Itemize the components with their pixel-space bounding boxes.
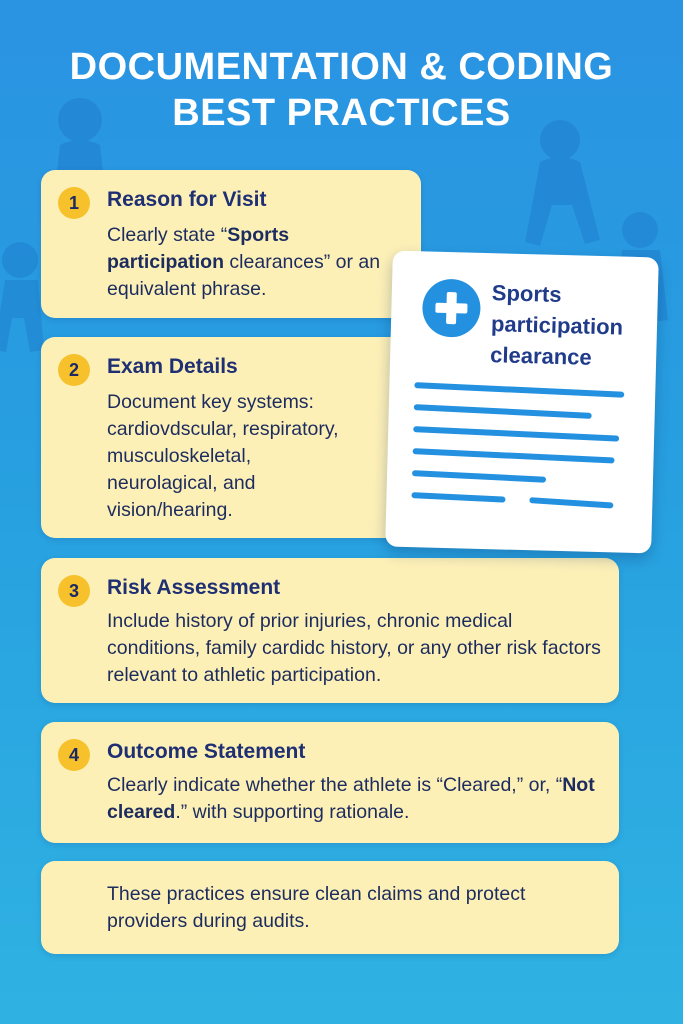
card-body-text: Clearly state “ — [107, 224, 228, 246]
summary-note-card — [41, 861, 619, 954]
card-heading: Outcome Statement — [107, 740, 306, 763]
practice-card-risk-assessment — [41, 558, 619, 703]
step-number-badge: 2 — [58, 354, 90, 386]
card-body — [107, 222, 407, 303]
card-heading: Reason for Visit — [107, 188, 267, 211]
card-body: Include history of prior injuries, chronic medical conditions, family cardidc history, or any other risk factors relevant to athletic participation. — [107, 610, 601, 686]
practice-card-exam-details — [41, 337, 421, 538]
card-body-emphasis: Sports participation — [107, 224, 290, 273]
practice-card-reason-for-visit — [41, 170, 421, 318]
card-heading: Risk Assessment — [107, 576, 281, 599]
card-heading: Exam Details — [107, 355, 238, 378]
card-body-text: Clearly indicate whether the athlete is “Cleared,” or, “ — [107, 774, 563, 796]
page-title-line-1: DOCUMENTATION & CODING — [69, 46, 614, 88]
card-body-emphasis: Not cleared — [107, 774, 595, 823]
clearance-document-illustration — [385, 251, 659, 554]
summary-note-text: These practices ensure clean claims and protect providers during audits. — [107, 883, 526, 932]
document-text-lines — [410, 379, 634, 525]
page-title — [0, 44, 683, 136]
document-title: Sports participation clearance — [489, 280, 624, 370]
page-title-line-2: BEST PRACTICES — [172, 92, 511, 134]
card-body — [107, 772, 605, 826]
step-number-badge: 3 — [58, 575, 90, 607]
step-number-badge: 1 — [58, 187, 90, 219]
practice-card-outcome-statement — [41, 722, 619, 843]
card-body: Document key systems: cardiovdscular, respiratory, musculoskeletal, neurolagical, and vision/hearing. — [107, 391, 339, 521]
medical-cross-icon — [421, 277, 483, 339]
card-body-text: clearances” or an equivalent phrase. — [107, 251, 381, 300]
card-body-text: .” with supporting rationale. — [175, 801, 410, 823]
step-number-badge: 4 — [58, 739, 90, 771]
